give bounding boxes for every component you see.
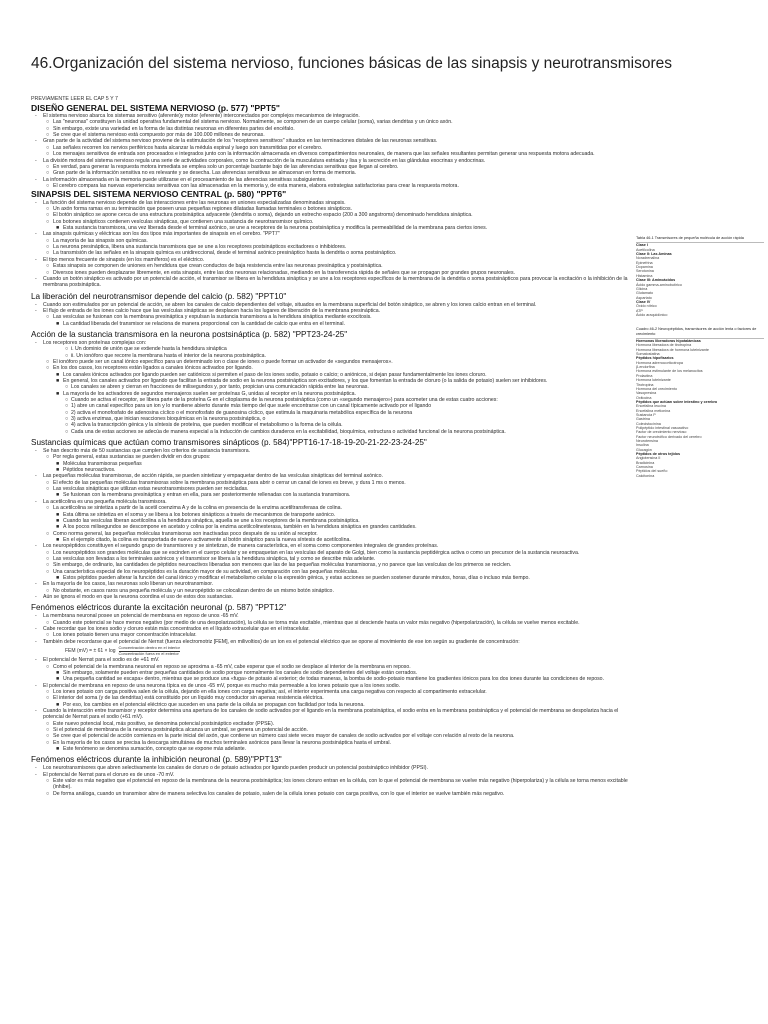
- table-caption: Tabla 46-1 Transmisores de pequeña molécula de acción rápida: [636, 236, 744, 240]
- table-row: Clase III: Aminoácidos: [636, 278, 676, 283]
- list-item: ○ De forma análoga, cuando un transmisor abre de manera selectiva los canales de potasio, salen de la célula iones potasio con carga positiva, con lo que el interior se vuelve también más negativo.: [31, 791, 631, 797]
- formula-lhs: FEM (mV) = ± 61 × log: [65, 648, 116, 655]
- table-row: Factor de crecimiento nervioso: [636, 430, 687, 435]
- list-item: ■ Péptidos neuroactivos.: [31, 467, 631, 473]
- table-row: ATP: [636, 308, 643, 313]
- table-row: Encefalina leucina: [636, 404, 666, 409]
- list-item: ○ 4) activa la transcripción génica y la síntesis de proteína, que pueden modificar el metabolismo o la forma de la célula.: [31, 422, 631, 428]
- list-item: ■ Cuando las vesículas liberan acetilcolina a la hendidura sináptica, aquella se une a los receptores de la membrana postsináptica.: [31, 518, 631, 524]
- list-item: - La división motora del sistema nervioso regula una serie de actividades corporales, como la contracción de la musculatura estriada y lisa y la secreción en las glándulas exocrinas y endocrinas.: [31, 158, 631, 164]
- list-item: ○ Gran parte de la información sensitiva no es relevante y se desecha. Las aferencias sensitivas se almacenan en forma de memoria.: [31, 170, 631, 176]
- table-row: Somatostatina: [636, 352, 660, 357]
- list-item: ■ Estos péptidos pueden alterar la función del canal iónico y modificar el metabolismo celular o la expresión génica, y estas acciones se pueden sostener durante minutos, horas, días o incluso más tiempo.: [31, 575, 631, 581]
- list-item: - Cabe recordar que los iones sodio y cloruro están más concentrados en el líquido extracelular que en el intracelular.: [31, 626, 631, 632]
- section-heading: Sustancias químicas que actúan como transmisores sinápticos (p. 584)"PPT16-17-18-19-20-21-22-23-24-25": [31, 438, 427, 448]
- table-row: Sustancia P: [636, 412, 656, 417]
- context-line: PREVIAMENTE LEER EL CAP 5 Y 7: [31, 96, 118, 102]
- list-item: ■ Este fenómeno se denomina sumación, concepto que se expone más adelante.: [31, 746, 631, 752]
- list-item: ○ Cuando este potencial se hace menos negativo (por medio de una despolarización), la célula se torna más excitable, mientras que si desciende hasta un valor más negativo (hiperpolarización), la célula se vuelve menos excitable.: [31, 620, 631, 626]
- table-row: Hormona liberadora de hormona luteinizante: [636, 347, 709, 352]
- table-row: Tirotropina: [636, 382, 654, 387]
- list-item: - El flujo de entrada de los iones calcio hace que las vesículas sinápticas se desplacen hacia los lugares de liberación de la membrana presináptica.: [31, 308, 631, 314]
- section-heading: Fenómenos eléctricos durante la inhibición neuronal (p. 589)"PPT13": [31, 755, 282, 765]
- table-row: Ácido gamma-aminobutírico: [636, 282, 682, 287]
- list-item: ○ Un axón forma ramas en su terminación que poseen unas pequeñas regiones dilatadas llamadas terminales o botones sinápticos.: [31, 206, 631, 212]
- table-row: Clase I: [636, 243, 648, 248]
- list-item: ○ La acetilcolina se sintetiza a partir de la acetil coenzima A y de la colina en presencia de la enzima acetiltransferasa de colina.: [31, 505, 631, 511]
- list-item: - Los neurotransmisores que abren selectivamente los canales de cloruro o de potasio activados por ligando pueden producir un potencial postsináptico inhibidor (PPSI).: [31, 765, 631, 771]
- list-item: - Se han descrito más de 50 sustancias que cumplen los criterios de sustancia transmisora.: [31, 448, 631, 454]
- table-row: Hormona estimulante de los melanocitos: [636, 369, 703, 374]
- table-row: Insulina: [636, 443, 649, 448]
- list-item: - En la mayoría de los casos, las neuronas solo liberan un neurotransmisor.: [31, 581, 631, 587]
- section: [31, 330, 631, 435]
- section: [31, 189, 631, 288]
- bullet-list: [31, 613, 631, 645]
- nernst-formula: [65, 646, 631, 656]
- list-item: - Las pequeñas moléculas transmisoras, de acción rápida, se pueden sintetizar y empaquetar dentro de las vesículas sinápticas del terminal axónico.: [31, 473, 631, 479]
- table-row: Glucagón: [636, 447, 652, 452]
- table-row: Noradrenalina: [636, 256, 660, 261]
- document-body: [31, 96, 631, 797]
- list-item: ○ El cerebro compara las nuevas experiencias sensitivas con las almacenadas en la memoria y, de esta manera, elabora estrategias satisfactorias para crear la respuesta motora.: [31, 183, 631, 189]
- list-item: ■ Por eso, los cambios en el potencial eléctrico que suceden en una parte de la célula se propagan con facilidad por toda la neurona.: [31, 702, 631, 708]
- table-row: Aspartato: [636, 295, 652, 300]
- list-item: - El potencial de Nernst para el sodio es de +61 mV.: [31, 657, 631, 663]
- list-item: ■ Sin embargo, solamente pueden entrar pequeñas cantidades de sodio porque normalmente los canales de sodio dependientes del voltaje están cerrados.: [31, 670, 631, 676]
- table-row: Ácido araquidónico: [636, 312, 668, 317]
- list-item: - Las sinapsis químicas y eléctricas son los dos tipos más importantes de sinapsis en el cerebro. "PPT7": [31, 231, 631, 237]
- table-row: Péptidos que actúan sobre intestino y cerebro: [636, 399, 718, 404]
- table-row: Clase IV: [636, 299, 651, 304]
- side-table: [636, 327, 764, 478]
- table-row: Factor neurotrófico derivado del cerebro: [636, 434, 702, 439]
- list-item: ○ Este valor es más negativo que el potencial en reposo de la membrana de la neurona postsináptica; los iones cloruro entran en la célula, con lo que el potencial de membrana se vuelve más negativo (hiperpolariza) y la célula se torna menos excitable (inhibe).: [31, 778, 631, 791]
- list-item: ○ Las señales recorren los nervios periféricos hasta alcanzar la médula espinal y luego son transmitidas por el cerebro.: [31, 145, 631, 151]
- list-item: - El potencial de Nernst para el cloruro es de unos -70 mV.: [31, 772, 631, 778]
- table-row: Calcitonina: [636, 473, 655, 478]
- table-row: Hormonas liberadoras hipotalámicas: [636, 339, 701, 344]
- table-row: Péptidos de otros tejidos: [636, 452, 681, 456]
- list-item: ○ La mayoría de las sinapsis son químicas.: [31, 238, 631, 244]
- list-item: - El sistema nervioso abarca los sistemas sensitivo (aferente)y motor (eferente) interconectados por complejos mecanismos de integración.: [31, 113, 631, 119]
- section-heading: Acción de la sustancia transmisora en la neurona postsináptica (p. 582) "PPT23-24-25": [31, 329, 348, 339]
- table-row: Hormona luteinizante: [636, 378, 671, 383]
- bullet-list: [31, 657, 631, 752]
- list-item: ○ No obstante, en casos raros una pequeña molécula y un neuropéptido se colocalizan dentro de un mismo botón sináptico.: [31, 588, 631, 594]
- list-item: ○ El efecto de las pequeñas moléculas transmisoras sobre la membrana postsináptica para abrir o cerrar un canal de iones es breve, y dura 1 ms o menos.: [31, 480, 631, 486]
- table-row: Clase II: Las Aminas: [636, 252, 672, 257]
- section: [31, 103, 631, 190]
- list-item: - Cuando son estimulados por un potencial de acción, se abren los canales de calcio dependientes del voltaje, situados en la membrana superficial del botón sináptico, se abren y los iones calcio entran en el terminal.: [31, 302, 631, 308]
- list-item: ○ Como el potencial de la membrana neuronal en reposo se aproxima a -65 mV, cabe esperar que el sodio se desplace al interior de la membrana en reposo.: [31, 664, 631, 670]
- formula-denominator: Concentración fuera en el exterior: [118, 650, 179, 656]
- table-gap: [636, 317, 764, 327]
- table-row: Encefalina metionina: [636, 408, 671, 413]
- list-item: ○ Los botones sinápticos contienen vesículas sinápticas, que contienen una sustancia de neurotransmisor químico.: [31, 219, 631, 225]
- formula-fraction: [119, 646, 180, 656]
- section: [31, 438, 631, 600]
- list-item: - La acetilcolina es una pequeña molécula transmisora.: [31, 499, 631, 505]
- list-item: - Los receptores son proteínas complejas con:: [31, 340, 631, 346]
- list-item: ○ Las "neuronas" constituyen la unidad operativa fundamental del sistema nervioso. Normalmente, se componen de un cuerpo celular (soma), varias dendritas y un único axón.: [31, 119, 631, 125]
- table-row: Carnosina: [636, 465, 653, 470]
- list-item: ○ Los canales se abren y cierran en fracciones de milisegundos y, por tanto, propician una comunicación rápida entre las neuronas.: [31, 384, 631, 390]
- table-row: Vasopresina: [636, 391, 657, 396]
- table-row: Angiotensina II: [636, 456, 661, 461]
- table-row: Serotonina: [636, 269, 654, 274]
- list-item: - El potencial de membrana en reposo de una neurona típica es de unos -65 mV, porque es mucho más permeable a los iones potasio que a los iones sodio.: [31, 683, 631, 689]
- list-item: ■ Se fusionan con la membrana presináptica y entran en ella, para ser posteriormente rellenadas con la sustancia transmisora.: [31, 492, 631, 498]
- table-row: Prolactina: [636, 373, 653, 378]
- list-item: ○ ii. Un ionóforo que recorre la membrana hasta el interior de la neurona postsináptica.: [31, 353, 631, 359]
- list-item: ○ Cuando se activa el receptor, se libera parte de la proteína G en el citoplasma de la neurona postsináptica (como un «segundo mensajero») para acometer una de estas cuatro acciones:: [31, 397, 631, 403]
- list-item: ○ Los iones potasio con carga positiva salen de la célula, dejando en ella iones con carga negativa; así, el interior experimenta una carga negativa con respecto al compartimento extracelular.: [31, 689, 631, 695]
- list-item: - Cuando la interacción entre transmisor y receptor determina una apertura de los canales de sodio activados por el ligando en la membrana postsináptica, el sodio entra en la membrana postsináptica y el potencial de membrana se despolariza hacia el potencial de Nernst para el sodio (+61 mV).: [31, 708, 631, 721]
- table-row: Péptidos hipofisarios: [636, 356, 674, 361]
- bullet-list: [31, 340, 631, 435]
- table-caption: Cuadro 46-2 Neuropéptidos, transmisores de acción lenta o factores de crecimiento: [636, 327, 757, 336]
- list-item: ○ El ionóforo puede ser un canal iónico específico para un determinado ion o clase de iones o puede formar un activador de «segundos mensajeros».: [31, 359, 631, 365]
- list-item: ○ Una característica especial de los neuropéptidos es la duración mayor de su actividad, en comparación con las pequeñas moléculas.: [31, 569, 631, 575]
- list-item: - La membrana neuronal posee un potencial de membrana en reposo de unos -65 mV.: [31, 613, 631, 619]
- list-item: ■ En general, los canales activados por ligando que facilitan la entrada de sodio en la neurona postsináptica son excitadores, y los que fomentan la entrada de cloruro (o la salida de potasio) suelen ser inhibidores.: [31, 378, 631, 384]
- table-row: Glutamato: [636, 291, 654, 296]
- list-item: ○ Sin embargo, existe una variedad en la forma de las distintas neuronas en diferentes partes del encéfalo.: [31, 126, 631, 132]
- list-item: ○ Las vesículas se fusionan con la membrana presináptica y expulsan la sustancia transmisora a la hendidura sináptica mediante exocitosis.: [31, 314, 631, 320]
- table-row: Péptidos del sueño: [636, 469, 668, 474]
- section-heading: SINAPSIS DEL SISTEMA NERVIOSO CENTRAL (p. 580) "PPT6": [31, 189, 287, 200]
- table-row: Polipéptido intestinal vasoactivo: [636, 425, 689, 430]
- section-heading: DISEÑO GENERAL DEL SISTEMA NERVIOSO (p. 577) "PPT5": [31, 102, 280, 113]
- list-item: ○ Los iones potasio tienen una mayor concentración intracelular.: [31, 632, 631, 638]
- table-row: Colecistocinina: [636, 421, 661, 426]
- list-item: ■ Moléculas transmisoras pequeñas: [31, 461, 631, 467]
- list-item: ○ Sin embargo, de ordinario, las cantidades de péptidos neuroactivos liberadas son menores que las de las pequeñas moléculas transmisoras, y no parece que las vesículas de los primeros se reciclen.: [31, 562, 631, 568]
- table-row: Histamina: [636, 273, 653, 278]
- table-row: Dopamina: [636, 265, 653, 270]
- list-item: ○ Se cree que el sistema nervioso está compuesto por más de 100.000 millones de neuronas.: [31, 132, 631, 138]
- list-item: ○ Este nuevo potencial local, más positivo, se denomina potencial postsináptico excitador (PPSE).: [31, 721, 631, 727]
- list-item: - Los neuropéptidos constituyen el segundo grupo de transmisores y se sintetizan, de manera característica, en el soma como componentes integrales de grandes proteínas.: [31, 543, 631, 549]
- list-item: ○ Si el potencial de membrana de la neurona postsináptica alcanza un umbral, se genera un potencial de acción.: [31, 727, 631, 733]
- list-item: ○ Se cree que el potencial de acción comienza en la parte inicial del axón, que contiene un número casi siete veces mayor de canales de sodio activados por el voltaje con relación al resto de la neurona.: [31, 733, 631, 739]
- table-row: Hormona liberadora de tirotropina: [636, 343, 692, 348]
- list-item: ○ Las vesículas sinápticas que utilizan estas neurotransmisores pueden ser recicladas.: [31, 486, 631, 492]
- table-row: Óxido nítrico: [636, 304, 657, 309]
- list-item: ○ En los dos casos, los receptores están ligados a canales iónicos activados por ligando.: [31, 365, 631, 371]
- list-item: ○ Por regla general, estas sustancias se pueden dividir en dos grupos:: [31, 454, 631, 460]
- list-item: - La función del sistema nervioso depende de las interacciones entre las neuronas en uniones especializadas denominadas sinapsis.: [31, 200, 631, 206]
- list-item: ○ En verdad, para generar la respuesta motora inmediata se emplea solo un porcentaje bastante bajo de las aferencias sensitivas que llegan al cerebro.: [31, 164, 631, 170]
- bullet-list: [31, 200, 631, 289]
- table-row: Hormona del crecimiento: [636, 386, 677, 391]
- section-heading: Fenómenos eléctricos durante la excitación neuronal (p. 587) "PPT12": [31, 603, 287, 613]
- list-item: ■ La mayoría de los activadores de segundos mensajeros suelen ser proteínas G, unidas al receptor en la neurona postsináptica.: [31, 391, 631, 397]
- section: [31, 292, 631, 327]
- table-row: Hormona adrenocorticotropa: [636, 360, 683, 365]
- list-item: ○ 1) abre un canal específico para un ion y lo mantiene abierto durante más tiempo del que suele encontrarse con un canal típicamente activado por el ligando: [31, 403, 631, 409]
- list-item: ○ Cada una de estas acciones se adecúa de manera especial a la inducción de cambios duraderos en la excitabilidad, bioquímica, estructura o actividad funcional de la neurona postsináptica.: [31, 429, 631, 435]
- list-item: ○ 2) activa el monofosfato de adenosina cíclico o el monofosfato de guanosina cíclico, que estimula la maquinaria metabólica específica de la neurona: [31, 410, 631, 416]
- bullet-list: [31, 113, 631, 189]
- list-item: ■ A los pocos milisegundos se descompone en acetato y colina por la enzima acetilcolinesterasa, también en la hendidura sináptica en grandes cantidades.: [31, 524, 631, 530]
- list-item: - Gran parte de la actividad del sistema nervioso proviene de la estimulación de los "receptores sensitivos" situados en las terminaciones distales de las neuronas sensitivas.: [31, 138, 631, 144]
- bullet-list: [31, 448, 631, 600]
- list-item: ■ Esta última se sintetiza en el soma y se libera a los botones sinápticos a través de mecanismos de transporte axónico.: [31, 512, 631, 518]
- list-item: - El tipo menos frecuente de sinapsis (en los mamíferos) es el eléctrico.: [31, 257, 631, 263]
- table-row: Epinefrina: [636, 260, 653, 265]
- bullet-list: [31, 302, 631, 327]
- list-item: ○ Estas sinapsis se componen de uniones en hendidura que crean conductos de baja resistencia entre las neuronas presináptica y postsináptica.: [31, 263, 631, 269]
- list-item: ○ La neurona presináptica, libera una sustancia transmisora que se une a los receptores postsinápticos excitadores o inhibidores.: [31, 244, 631, 250]
- list-item: - Aún se ignora el modo en que la neurona coordina el uso de estos dos sustancias.: [31, 594, 631, 600]
- table-row: Neurotensina: [636, 438, 658, 443]
- list-item: ■ La cantidad liberada del transmisor se relaciona de manera proporcional con la cantidad de calcio que entra en el terminal.: [31, 321, 631, 327]
- list-item: ○ La transmisión de las señales en la sinapsis química es unidireccional, desde el terminal axónico presináptico hasta la dendrita o soma postsináptico.: [31, 250, 631, 256]
- table-rows: [636, 338, 764, 478]
- formula-numerator: Concentración dentro en el interior: [118, 645, 180, 651]
- list-item: ○ Los mensajes sensitivos de entrada son procesados e integrados junto con la información almacenada en diversos compartimientos neuronales, de manera que las señales resultantes permitan generar una respuesta motora adecuada.: [31, 151, 631, 157]
- list-item: - Cuando un botón sináptico es activado por un potencial de acción, el transmisor se libera en la hendidura sináptica y se une a los receptores específicos de la membrana de la dendrita o soma postsinápticos para provocar la excitación o la inhibición de la membrana postsináptica.: [31, 276, 631, 289]
- list-item: ■ Los canales iónicos activados por ligando pueden ser catiónicos si permiten el paso de los iones sodio, potasio o calcio; o aniónicos, si dejan pasar fundamentalmente los iones cloruro.: [31, 372, 631, 378]
- table-row: Glicina: [636, 286, 648, 291]
- list-item: ○ Diversos iones pueden desplazarse libremente, en esta sinapsis, entre las dos neuronas relacionadas, mediando en la transferencia rápida de señales que se propagan por grandes grupos neuronales.: [31, 270, 631, 276]
- list-item: ○ En la mayoría de los casos se precisa la descarga simultánea de muchos terminales axónicos para llevar la neurona postsináptica hasta el umbral.: [31, 740, 631, 746]
- bullet-list: [31, 765, 631, 797]
- table-row: β-endorfina: [636, 365, 655, 370]
- list-item: ○ 3) activa enzimas, que inician reacciones bioquímicas en la neurona postsináptica, o: [31, 416, 631, 422]
- list-item: ○ Como norma general, las pequeñas moléculas transmisoras son inactivadas poco después de su unión al receptor.: [31, 531, 631, 537]
- list-item: - También debe recordarse que el potencial de Nernst (fuerza electromotriz [FEM], en milivoltios) de un ion es el potencial eléctrico que se opone al movimiento de ese ion según su gradiente de concentración:: [31, 639, 631, 645]
- table-row: Gastrina: [636, 417, 650, 422]
- list-item: ○ Las vesículas son llevadas a los terminales axónicos y el transmisor se libera a la hendidura sináptica, tal y como se describe más adelante.: [31, 556, 631, 562]
- table-row: Oxitocina: [636, 395, 652, 400]
- list-item: ○ Los neuropéptidos son grandes moléculas que se escinden en el cuerpo celular y se empaquetan en las vesículas del aparato de Golgi, bien como la sustancia peptidérgica activa o como un precursor de la sustancia neuroactiva.: [31, 550, 631, 556]
- list-item: ■ En el ejemplo citado, la colina es transportada de nuevo activamente al botón sináptico para la nueva síntesis de acetilcolina.: [31, 537, 631, 543]
- table-rows: [636, 242, 764, 317]
- section: [31, 603, 631, 752]
- page-title: 46.Organización del sistema nervioso, funciones básicas de las sinapsis y neurotransmisores: [31, 55, 672, 72]
- section: [31, 755, 631, 797]
- list-item: ○ El interior del soma (y de las dendritas) está constituido por un líquido muy conductor sin apenas resistencia eléctrica.: [31, 695, 631, 701]
- list-item: ○ i. Un dominio de unión que se extiende hasta la hendidura sináptica: [31, 346, 631, 352]
- side-table: [636, 236, 764, 317]
- list-item: ■ Una pequeña cantidad se escapa» dentro, mientras que se produce una «fuga» de potasio al exterior; de todas maneras, la bomba de sodio-potasio mantiene los gradientes iónicos para los dos iones durante las condiciones de reposo.: [31, 676, 631, 682]
- side-tables: [636, 236, 764, 478]
- section-heading: La liberación del neurotransmisor depende del calcio (p. 582) "PPT10": [31, 291, 287, 301]
- table-row: Bradicinina: [636, 460, 655, 465]
- list-item: - La información almacenada en la memoria puede utilizarse en el procesamiento de las aferencias sensitivas subsiguientes.: [31, 177, 631, 183]
- list-item: ○ El botón sináptico se apone cerca de una estructura postsináptica adyacente (dendrita o soma), dejando un estrecho espacio (200 a 300 angstroms) denominado hendidura sináptica.: [31, 212, 631, 218]
- table-row: Acetilcolina: [636, 247, 655, 252]
- list-item: ■ Esta sustancia transmisora, una vez liberada desde el terminal axónico, se une a receptores de la neurona postsináptica y modifica la permeabilidad de la membrana para ciertos iones.: [31, 225, 631, 231]
